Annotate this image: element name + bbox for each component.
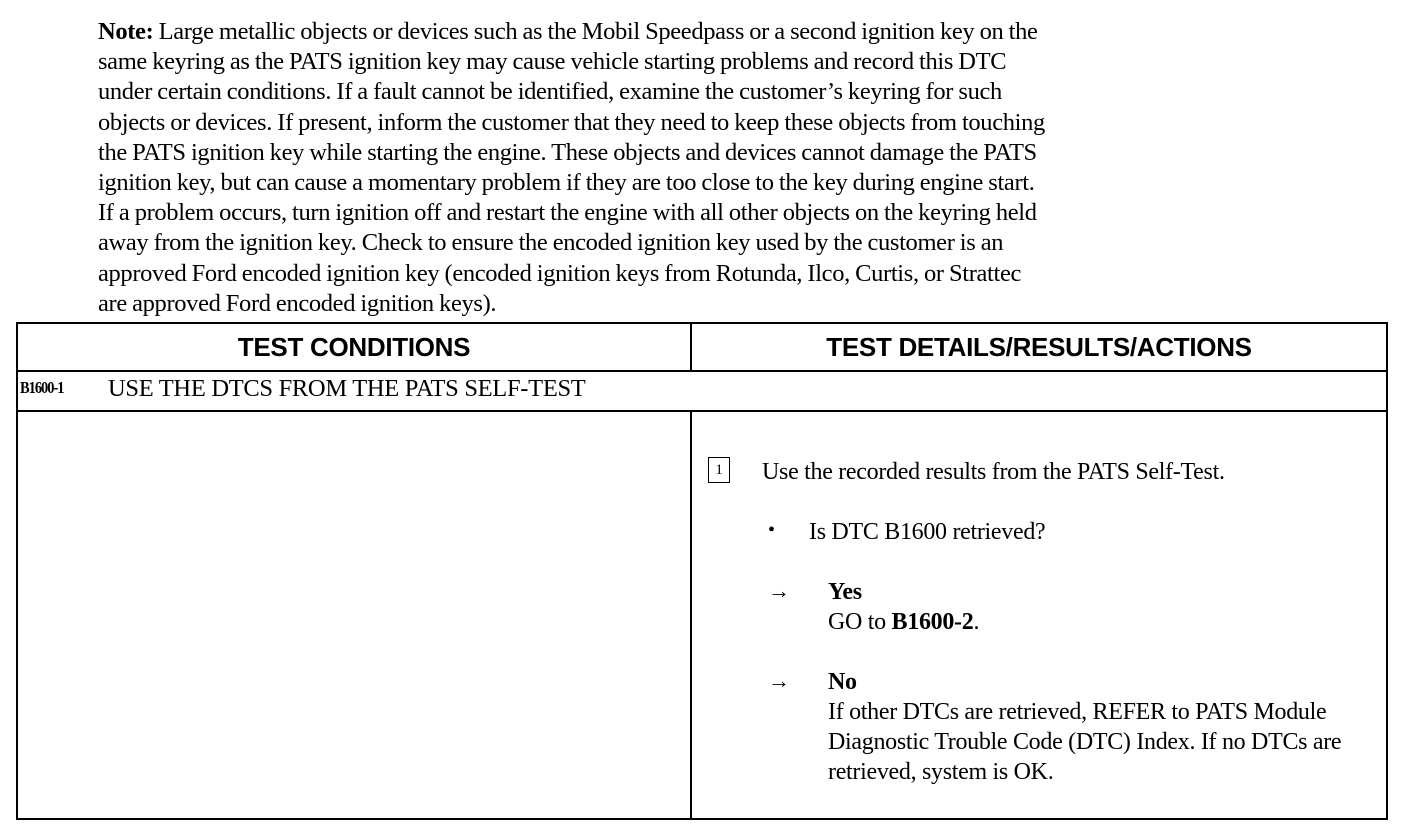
table-header-row: [18, 324, 1386, 372]
note-line-8: away from the ignition key. Check to ensure the encoded ignition key used by the customer is an: [98, 229, 1004, 257]
bullet-icon: •: [768, 519, 775, 541]
header-test-details: TEST DETAILS/RESULTS/ACTIONS: [826, 331, 1252, 362]
diagnostic-test-table: [16, 322, 1388, 820]
answer-no-label: No: [828, 669, 857, 695]
answer-no-text: If other DTCs are retrieved, REFER to PATS Module Diagnostic Trouble Code (DTC) Index. If no DTCs are retrieved, system is OK.: [828, 699, 1342, 785]
test-details-cell: [692, 412, 1386, 818]
note-line-1: [98, 17, 1338, 47]
question-text: Is DTC B1600 retrieved?: [809, 519, 1046, 545]
note-line-10: are approved Ford encoded ignition keys).: [98, 289, 497, 317]
header-test-conditions: TEST CONDITIONS: [237, 331, 471, 362]
step-number-box: 1: [708, 457, 730, 483]
answer-yes-prefix: GO to: [828, 609, 892, 635]
test-conditions-cell: [18, 412, 690, 818]
step-title-row: [18, 372, 1386, 412]
answer-no: [828, 667, 1373, 787]
step-title: USE THE DTCS FROM THE PATS SELF-TEST: [108, 375, 586, 402]
note-line-5: the PATS ignition key while starting the engine. These objects and devices cannot damage the PATS: [98, 138, 1037, 166]
note-paragraph: [98, 17, 1338, 319]
answer-yes: [828, 577, 1373, 637]
answer-yes-target: B1600-2: [891, 609, 974, 635]
no-arrow-icon: →: [768, 668, 790, 693]
step-id: B1600-1: [20, 378, 64, 397]
answer-yes-suffix: .: [973, 609, 980, 635]
yes-arrow-icon: →: [768, 578, 790, 603]
note-line-7: If a problem occurs, turn ignition off and restart the engine with all other objects on the keyring held: [98, 199, 1037, 227]
answer-yes-label: Yes: [828, 579, 862, 605]
note-line-3: under certain conditions. If a fault cannot be identified, examine the customer’s keyring for such: [98, 78, 1002, 106]
note-line-6: ignition key, but can cause a momentary problem if they are too close to the key during engine start.: [98, 169, 1035, 197]
step-instruction: Use the recorded results from the PATS Self-Test.: [762, 459, 1225, 485]
note-label: Note:: [98, 18, 154, 45]
note-line-9: approved Ford encoded ignition key (encoded ignition keys from Rotunda, Ilco, Curtis, or Strattec: [98, 259, 1022, 287]
note-line-1-text: Large metallic objects or devices such as the Mobil Speedpass or a second ignition key on the: [153, 18, 1038, 45]
note-line-4: objects or devices. If present, inform the customer that they need to keep these objects from touching: [98, 108, 1045, 136]
note-line-2: same keyring as the PATS ignition key may cause vehicle starting problems and record this DTC: [98, 48, 1007, 76]
